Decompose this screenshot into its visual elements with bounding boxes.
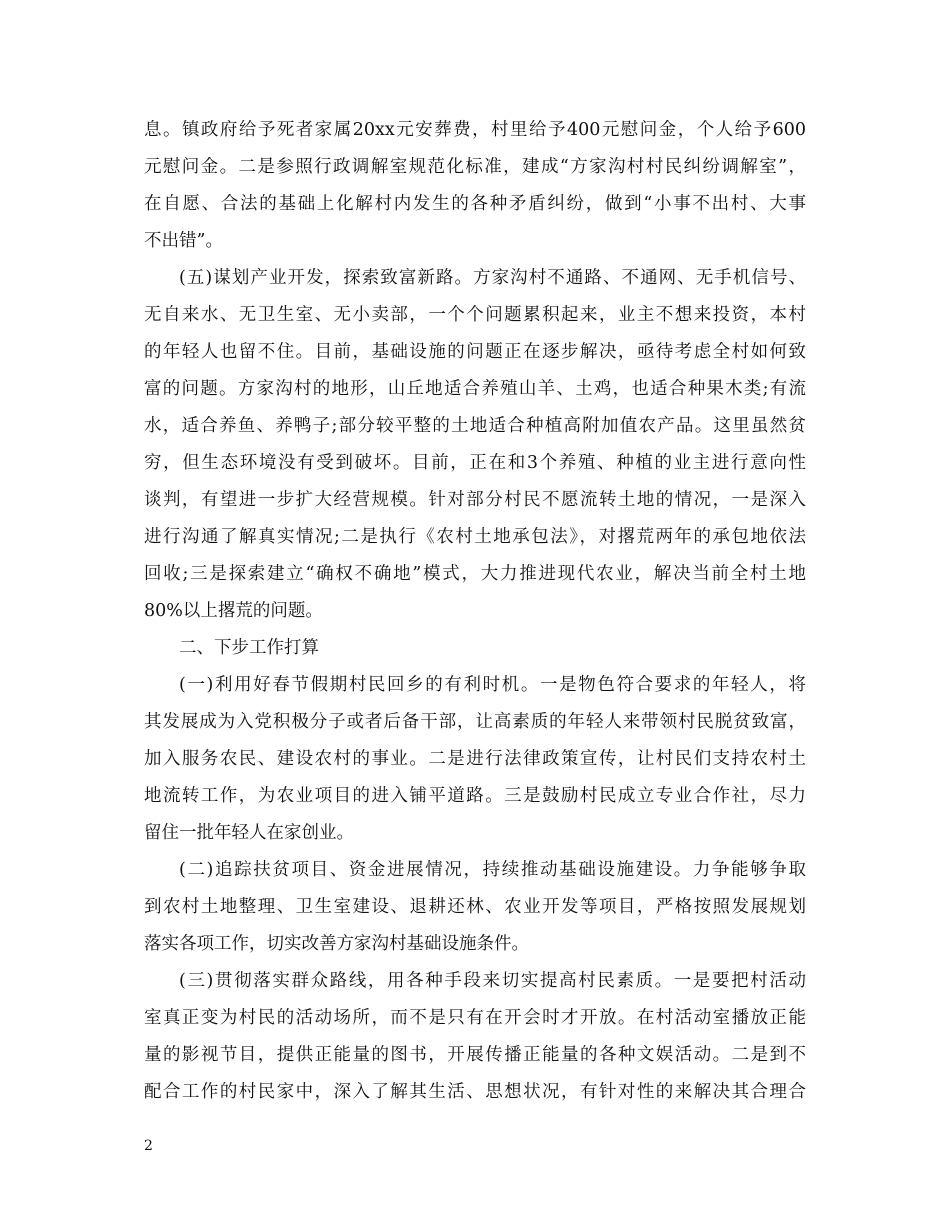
text-line: 元慰问金。二是参照行政调解室规范化标准，建成“方家沟村村民纠纷调解室”，: [144, 157, 806, 177]
paragraph-mediation: [144, 112, 806, 260]
document-body: [144, 112, 806, 1111]
text-line: 谈判，有望进一步扩大经营规模。针对部分村民不愿流转土地的情况，一是深入: [144, 490, 806, 510]
text-line: (一)利用好春节假期村民回乡的有利时机。一是物色符合要求的年轻人，将: [179, 675, 806, 695]
text-line: 息。镇政府给予死者家属20xx元安葬费，村里给予400元慰问金，个人给予600: [144, 120, 806, 140]
page-number: 2: [144, 1138, 153, 1154]
paragraph-spring-festival: [144, 667, 806, 852]
text-line: 加入服务农民、建设农村的事业。二是进行法律政策宣传，让村民们支持农村土: [144, 749, 806, 769]
section-heading-next-steps: [144, 630, 806, 667]
text-line: 在自愿、合法的基础上化解村内发生的各种矛盾纠纷，做到“小事不出村、大事: [144, 194, 806, 214]
text-line: 水，适合养鱼、养鸭子;部分较平整的土地适合种植高附加值农产品。这里虽然贫: [144, 416, 806, 436]
text-line: 留住一批年轻人在家创业。: [144, 823, 354, 843]
text-line: 无自来水、无卫生室、无小卖部，一个个问题累积起来，业主不想来投资，本村: [144, 305, 806, 325]
text-line: 的年轻人也留不住。目前，基础设施的问题正在逐步解决，亟待考虑全村如何致: [144, 342, 806, 362]
paragraph-industry-development: [144, 260, 806, 630]
text-line: 穷，但生态环境没有受到破坏。目前，正在和3个养殖、种植的业主进行意向性: [144, 453, 806, 473]
text-line: 富的问题。方家沟村的地形，山丘地适合养殖山羊、土鸡，也适合种果木类;有流: [144, 379, 806, 399]
text-line: 到农村土地整理、卫生室建设、退耕还林、农业开发等项目，严格按照发展规划: [144, 897, 806, 917]
text-line: 进行沟通了解真实情况;二是执行《农村土地承包法》，对撂荒两年的承包地依法: [144, 527, 806, 547]
text-line: (二)追踪扶贫项目、资金进展情况，持续推动基础设施建设。力争能够争取: [179, 860, 806, 880]
text-line: 落实各项工作，切实改善方家沟村基础设施条件。: [144, 934, 529, 954]
text-line: 80%以上撂荒的问题。: [144, 601, 323, 621]
text-line: (三)贯彻落实群众路线，用各种手段来切实提高村民素质。一是要把村活动: [179, 971, 806, 991]
paragraph-mass-line: [144, 963, 806, 1111]
text-line: 配合工作的村民家中，深入了解其生活、思想状况，有针对性的来解决其合理合: [144, 1082, 806, 1102]
section-heading: 二、下步工作打算: [179, 638, 319, 658]
text-line: 不出错”。: [144, 231, 223, 251]
text-line: 回收;三是探索建立“确权不确地”模式，大力推进现代农业，解决当前全村土地: [144, 564, 806, 584]
text-line: 其发展成为入党积极分子或者后备干部，让高素质的年轻人来带领村民脱贫致富，: [144, 712, 806, 732]
paragraph-poverty-projects: [144, 852, 806, 963]
text-line: 室真正变为村民的活动场所，而不是只有在开会时才开放。在村活动室播放正能: [144, 1008, 806, 1028]
text-line: 量的影视节目，提供正能量的图书，开展传播正能量的各种文娱活动。二是到不: [144, 1045, 806, 1065]
text-line: (五)谋划产业开发，探索致富新路。方家沟村不通路、不通网、无手机信号、: [179, 268, 806, 288]
text-line: 地流转工作，为农业项目的进入铺平道路。三是鼓励村民成立专业合作社，尽力: [144, 786, 806, 806]
